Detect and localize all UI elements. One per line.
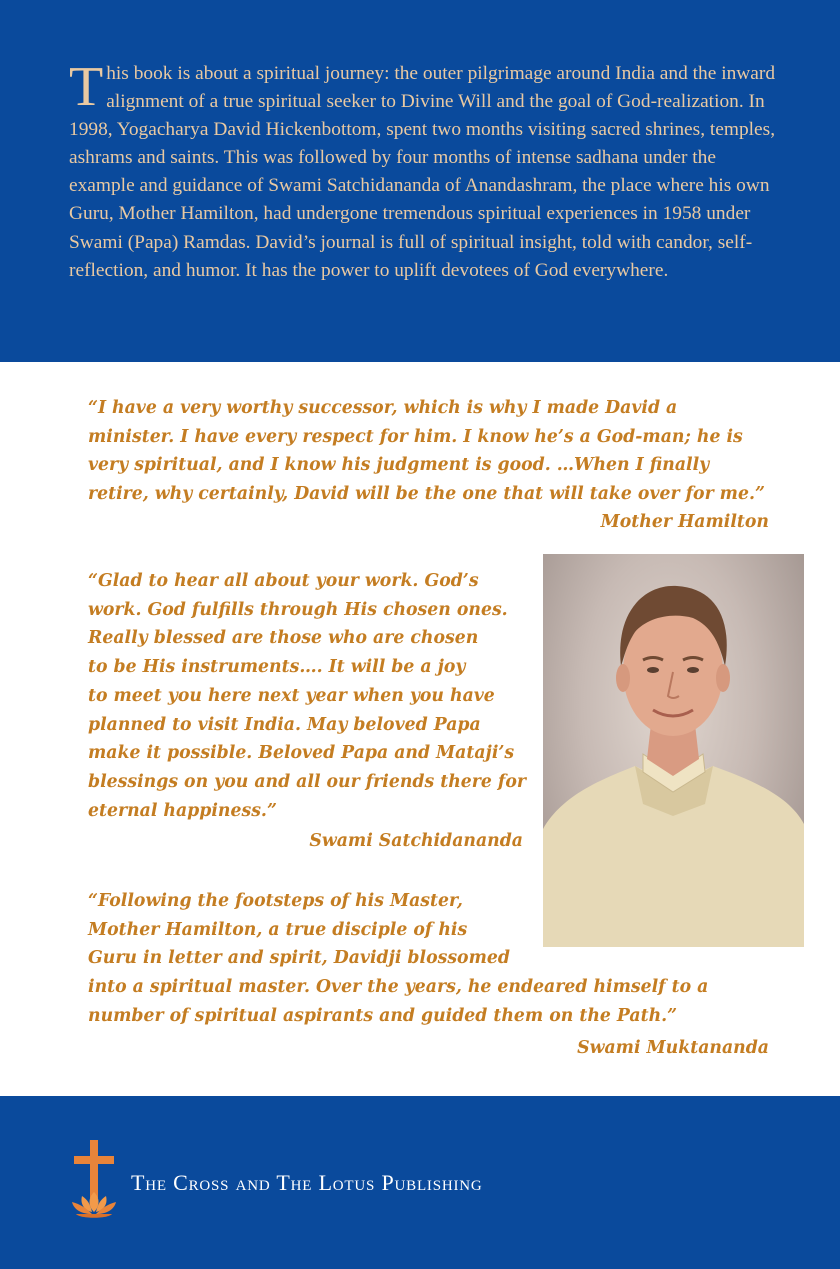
quote-line: retire, why certainly, David will be the one that will take over for me.” bbox=[88, 484, 765, 505]
quote-line: “Following the footsteps of his Master, bbox=[88, 891, 463, 911]
quote-line: into a spiritual master. Over the years, he endeared himself to a bbox=[88, 977, 709, 998]
cross-lotus-icon bbox=[68, 1140, 120, 1220]
quote-line: to be His instruments…. It will be a joy bbox=[88, 657, 466, 678]
endorsement-quote-1 bbox=[88, 394, 765, 509]
quote-line: number of spiritual aspirants and guided them on the Path.” bbox=[88, 1005, 678, 1026]
endorsement-attribution-1: Mother Hamilton bbox=[600, 512, 769, 532]
bottom-band bbox=[0, 1096, 840, 1269]
publisher-name: The Cross and The Lotus Publishing bbox=[131, 1170, 483, 1195]
endorsement-attribution-3: Swami Muktananda bbox=[577, 1038, 769, 1058]
endorsement-quote-3 bbox=[88, 887, 708, 1031]
quote-line: to meet you here next year when you have bbox=[88, 685, 495, 706]
top-band bbox=[0, 0, 840, 362]
quote-line: planned to visit India. May beloved Papa bbox=[88, 714, 481, 735]
quote-line: Guru in letter and spirit, Davidji blossomed bbox=[88, 948, 510, 969]
endorsements-section bbox=[0, 362, 840, 1096]
quote-line: minister. I have every respect for him. I know he’s a God-man; he is bbox=[88, 426, 743, 447]
quote-line: blessings on you and all our friends there for bbox=[88, 771, 526, 792]
book-description bbox=[69, 56, 781, 285]
quote-line: make it possible. Beloved Papa and Mataji’s bbox=[88, 743, 515, 764]
quote-line: work. God fulfills through His chosen ones. bbox=[88, 599, 508, 620]
quote-line: Really blessed are those who are chosen bbox=[88, 628, 479, 649]
quote-line: “Glad to hear all about your work. God’s bbox=[88, 571, 479, 591]
quote-line: eternal happiness.” bbox=[88, 800, 277, 821]
quote-line: “I have a very worthy successor, which is why I made David a bbox=[88, 398, 678, 418]
description-text: his book is about a spiritual journey: the outer pilgrimage around India and the inward alignment of a true spiritual seeker to Divine Will and the goal of God-realization. In 1998, Yogacharya David Hickenbottom, spent two months visiting sacred shrines, temples, ashrams and saints. This was followed by four months of intense sadhana under the example and guidance of Swami Satchidananda of Anandashram, the place where his own Guru, Mother Hamilton, had undergone tremendous spiritual experiences in 1958 under Swami (Papa) Ramdas. David’s journal is full of spiritual insight, told with candor, self-reflection, and humor. It has the power to uplift devotees of God everywhere. bbox=[69, 63, 776, 281]
quote-line: Mother Hamilton, a true disciple of his bbox=[88, 919, 468, 940]
endorsement-quote-2 bbox=[88, 567, 526, 825]
endorsement-attribution-2: Swami Satchidananda bbox=[309, 831, 523, 851]
quote-line: very spiritual, and I know his judgment is good. …When I finally bbox=[88, 455, 710, 476]
drop-cap: T bbox=[69, 56, 104, 118]
